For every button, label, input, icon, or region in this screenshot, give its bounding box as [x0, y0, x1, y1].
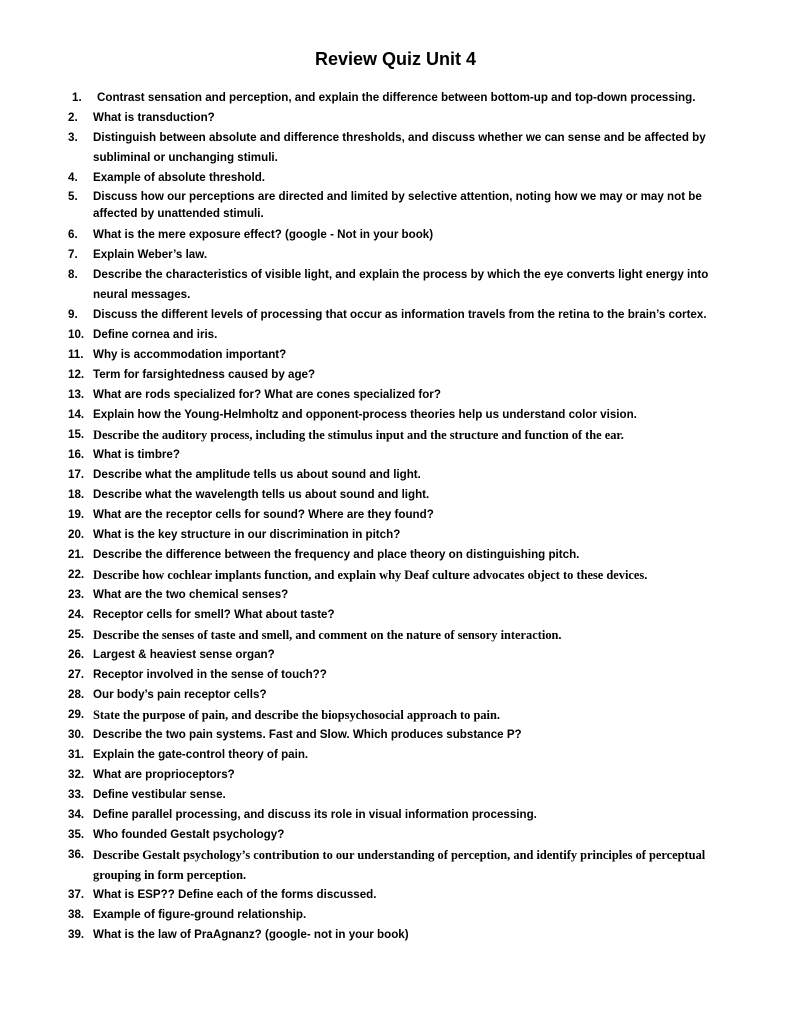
question-number: 8.	[68, 268, 78, 281]
question-item	[68, 525, 738, 545]
question-item	[68, 405, 738, 425]
question-number: 23.	[68, 588, 85, 601]
question-item	[68, 625, 738, 645]
question-number: 37.	[68, 888, 85, 901]
question-item	[68, 505, 738, 525]
question-number: 13.	[68, 388, 85, 401]
question-item	[68, 88, 738, 108]
question-item	[68, 685, 738, 705]
question-text: What is transduction?	[93, 111, 215, 124]
question-number: 38.	[68, 908, 85, 921]
question-item	[68, 725, 738, 745]
question-number: 6.	[68, 228, 78, 241]
question-text: Receptor cells for smell? What about taste?	[93, 608, 335, 621]
question-text: Example of absolute threshold.	[93, 171, 266, 184]
question-text: Describe what the amplitude tells us about sound and light.	[93, 468, 421, 481]
question-item	[68, 545, 738, 565]
question-number: 33.	[68, 788, 85, 801]
question-item	[68, 345, 738, 365]
question-item	[68, 845, 738, 885]
question-number: 29.	[68, 708, 85, 721]
question-number: 15.	[68, 428, 85, 441]
question-item	[68, 485, 738, 505]
question-item	[68, 645, 738, 665]
question-text: What is timbre?	[93, 448, 180, 461]
question-number: 7.	[68, 248, 78, 261]
question-number: 25.	[68, 628, 85, 641]
question-text: Describe the two pain systems. Fast and Slow. Which produces substance P?	[93, 728, 522, 741]
question-number: 27.	[68, 668, 85, 681]
question-number: 11.	[68, 348, 84, 361]
question-number: 36.	[68, 848, 85, 861]
question-item	[68, 325, 738, 345]
question-number: 24.	[68, 608, 85, 621]
question-item	[68, 225, 738, 245]
question-item	[68, 885, 738, 905]
question-number: 19.	[68, 508, 85, 521]
question-item	[68, 785, 738, 805]
question-item	[68, 365, 738, 385]
question-text: What is ESP?? Define each of the forms discussed.	[93, 888, 377, 901]
question-number: 14.	[68, 408, 85, 421]
question-text: Term for farsightedness caused by age?	[93, 368, 316, 381]
question-text: What is the mere exposure effect? (google - Not in your book)	[93, 228, 434, 241]
question-item	[68, 168, 738, 188]
question-number: 18.	[68, 488, 85, 501]
question-text: Describe the senses of taste and smell, and comment on the nature of sensory interaction.	[93, 628, 562, 642]
question-text: Describe Gestalt psychology’s contribution to our understanding of perception, and identify principles of perceptual grouping in form perception.	[93, 848, 706, 882]
question-number: 39.	[68, 928, 85, 941]
question-item	[68, 265, 738, 305]
question-item	[68, 305, 738, 325]
question-text: Describe the characteristics of visible light, and explain the process by which the eye converts light energy into neural messages.	[93, 268, 709, 301]
question-item	[68, 425, 738, 445]
question-text: Distinguish between absolute and difference thresholds, and discuss whether we can sense and be affected by subliminal or unchanging stimuli.	[93, 131, 706, 164]
question-item	[68, 605, 738, 625]
page-title: Review Quiz Unit 4	[314, 49, 477, 69]
question-item	[68, 565, 738, 585]
question-number: 34.	[68, 808, 85, 821]
question-text: Describe the difference between the frequency and place theory on distinguishing pitch.	[93, 548, 580, 561]
question-item	[68, 765, 738, 785]
question-text: What is the key structure in our discrimination in pitch?	[93, 528, 401, 541]
question-number: 9.	[68, 308, 78, 321]
question-text: Receptor involved in the sense of touch??	[93, 668, 327, 681]
question-list	[68, 88, 738, 945]
question-text: Explain Weber’s law.	[93, 248, 208, 261]
question-text: Our body’s pain receptor cells?	[93, 688, 267, 701]
question-item	[68, 108, 738, 128]
question-item	[68, 465, 738, 485]
question-number: 21.	[68, 548, 85, 561]
question-item	[68, 445, 738, 465]
question-text: Define vestibular sense.	[93, 788, 226, 801]
question-text: What are the receptor cells for sound? Where are they found?	[93, 508, 434, 521]
question-item	[68, 805, 738, 825]
question-number: 1.	[72, 91, 82, 104]
question-item	[68, 188, 738, 222]
question-number: 31.	[68, 748, 85, 761]
question-text: What are the two chemical senses?	[93, 588, 289, 601]
question-text: Describe what the wavelength tells us about sound and light.	[93, 488, 430, 501]
question-number: 10.	[68, 328, 85, 341]
question-item	[68, 825, 738, 845]
question-number: 28.	[68, 688, 85, 701]
question-number: 4.	[68, 171, 78, 184]
question-number: 35.	[68, 828, 85, 841]
question-item	[68, 385, 738, 405]
question-item	[68, 705, 738, 725]
question-text: Discuss how our perceptions are directed and limited by selective attention, noting how we may or may not be affected by unattended stimuli.	[93, 190, 702, 220]
question-text: What is the law of PraAgnanz? (google- not in your book)	[93, 928, 409, 941]
question-text: Describe how cochlear implants function, and explain why Deaf culture advocates object to these devices.	[93, 568, 648, 582]
question-number: 20.	[68, 528, 85, 541]
question-text: Explain the gate-control theory of pain.	[93, 748, 309, 761]
question-text: Explain how the Young-Helmholtz and opponent-process theories help us understand color vision.	[93, 408, 637, 421]
question-number: 12.	[68, 368, 85, 381]
question-number: 22.	[68, 568, 85, 581]
question-number: 2.	[68, 111, 78, 124]
question-number: 16.	[68, 448, 85, 461]
question-text: Define parallel processing, and discuss its role in visual information processing.	[93, 808, 537, 821]
question-number: 3.	[68, 131, 78, 144]
question-item	[68, 585, 738, 605]
question-text: State the purpose of pain, and describe the biopsychosocial approach to pain.	[93, 708, 500, 722]
question-item	[68, 745, 738, 765]
question-number: 5.	[68, 190, 78, 203]
question-text: Discuss the different levels of processing that occur as information travels from the retina to the brain’s cortex.	[93, 308, 707, 321]
question-text: Why is accommodation important?	[93, 348, 287, 361]
question-text: What are proprioceptors?	[93, 768, 235, 781]
question-text: Who founded Gestalt psychology?	[93, 828, 285, 841]
question-text: Largest & heaviest sense organ?	[93, 648, 275, 661]
question-number: 32.	[68, 768, 85, 781]
question-item	[68, 665, 738, 685]
question-number: 26.	[68, 648, 85, 661]
question-number: 30.	[68, 728, 85, 741]
question-text: Example of figure-ground relationship.	[93, 908, 307, 921]
question-text: Contrast sensation and perception, and explain the difference between bottom-up and top-down processing.	[97, 91, 696, 104]
question-item	[68, 245, 738, 265]
question-item	[68, 925, 738, 945]
question-text: What are rods specialized for? What are cones specialized for?	[93, 388, 441, 401]
question-number: 17.	[68, 468, 85, 481]
question-text: Define cornea and iris.	[93, 328, 218, 341]
question-item	[68, 128, 738, 168]
question-item	[68, 905, 738, 925]
question-text: Describe the auditory process, including the stimulus input and the structure and function of the ear.	[93, 428, 624, 442]
